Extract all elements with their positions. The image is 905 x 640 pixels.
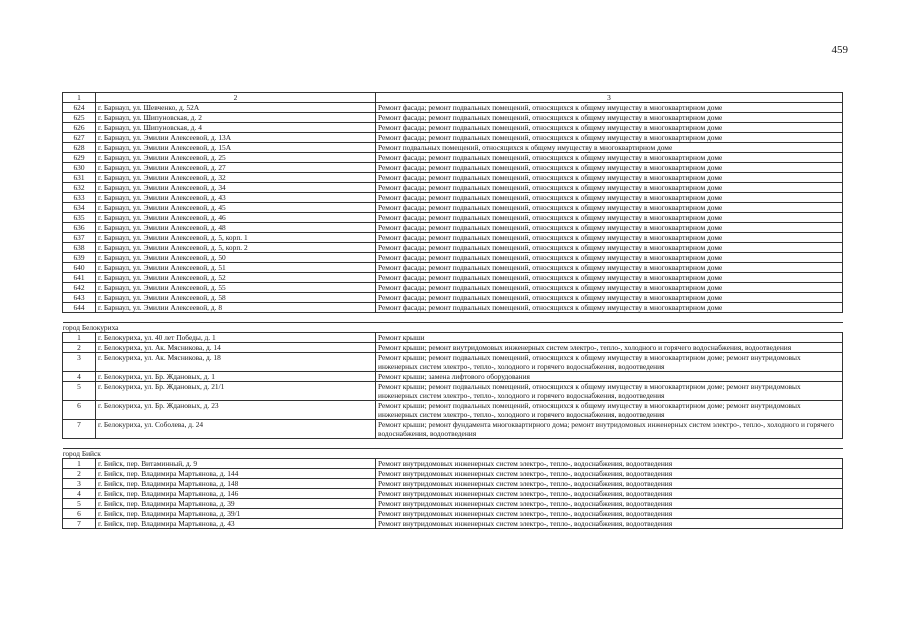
row-address: г. Белокуриха, ул. Бр. Ждановых, д. 23 bbox=[96, 401, 376, 420]
row-number: 624 bbox=[63, 103, 96, 113]
row-work: Ремонт фасада; ремонт подвальных помещений, относящихся к общему имуществу в многоквартирном доме bbox=[376, 293, 843, 303]
row-address: г. Барнаул, ул. Эмилии Алексеевой, д. 50 bbox=[96, 253, 376, 263]
row-work: Ремонт фасада; ремонт подвальных помещений, относящихся к общему имуществу в многоквартирном доме bbox=[376, 103, 843, 113]
group-spacer bbox=[63, 439, 843, 449]
header-cell-work: 3 bbox=[376, 93, 843, 103]
header-cell-address: 2 bbox=[96, 93, 376, 103]
row-work: Ремонт внутридомовых инженерных систем электро-, тепло-, водоснабжения, водоотведения bbox=[376, 519, 843, 529]
row-address: г. Белокуриха, ул. Ак. Мясникова, д. 18 bbox=[96, 353, 376, 372]
row-address: г. Белокуриха, ул. Бр. Ждановых, д. 1 bbox=[96, 372, 376, 382]
table-row bbox=[63, 343, 843, 353]
row-work: Ремонт подвальных помещений, относящихся к общему имуществу в многоквартирном доме bbox=[376, 143, 843, 153]
row-number: 629 bbox=[63, 153, 96, 163]
row-number: 3 bbox=[63, 479, 96, 489]
row-number: 1 bbox=[63, 459, 96, 469]
group-title: город Бийск bbox=[63, 449, 843, 459]
row-number: 5 bbox=[63, 499, 96, 509]
table-row bbox=[63, 489, 843, 499]
table-row bbox=[63, 273, 843, 283]
row-address: г. Барнаул, ул. Эмилии Алексеевой, д. 34 bbox=[96, 183, 376, 193]
row-number: 627 bbox=[63, 133, 96, 143]
row-work: Ремонт фасада; ремонт подвальных помещений, относящихся к общему имуществу в многоквартирном доме bbox=[376, 153, 843, 163]
row-work: Ремонт крыши; ремонт фундамента многоквартирного дома; ремонт внутридомовых инженерных систем электро-, тепло-, холодного и горячего водоснабжения, водоотведения bbox=[376, 420, 843, 439]
table-row bbox=[63, 143, 843, 153]
row-number: 637 bbox=[63, 233, 96, 243]
row-work: Ремонт крыши; ремонт внутридомовых инженерных систем электро-, тепло-, холодного и горячего водоснабжения, водоотведения bbox=[376, 343, 843, 353]
row-work: Ремонт внутридомовых инженерных систем электро-, тепло-, водоснабжения, водоотведения bbox=[376, 469, 843, 479]
table-row bbox=[63, 233, 843, 243]
table-row bbox=[63, 203, 843, 213]
row-number: 633 bbox=[63, 193, 96, 203]
table-header-row bbox=[63, 93, 843, 103]
row-work: Ремонт крыши; замена лифтового оборудования bbox=[376, 372, 843, 382]
row-address: г. Бийск, пер. Владимира Мартьянова, д. 146 bbox=[96, 489, 376, 499]
row-number: 639 bbox=[63, 253, 96, 263]
row-work: Ремонт фасада; ремонт подвальных помещений, относящихся к общему имуществу в многоквартирном доме bbox=[376, 213, 843, 223]
row-address: г. Барнаул, ул. Эмилии Алексеевой, д. 5, корп. 2 bbox=[96, 243, 376, 253]
repair-schedule-table bbox=[62, 92, 843, 529]
group-title-row bbox=[63, 323, 843, 333]
table-row bbox=[63, 333, 843, 343]
row-address: г. Белокуриха, ул. 40 лет Победы, д. 1 bbox=[96, 333, 376, 343]
row-work: Ремонт фасада; ремонт подвальных помещений, относящихся к общему имуществу в многоквартирном доме bbox=[376, 203, 843, 213]
spacer-cell bbox=[63, 439, 843, 449]
group-spacer bbox=[63, 313, 843, 323]
row-address: г. Барнаул, ул. Шипуновская, д. 2 bbox=[96, 113, 376, 123]
table-row bbox=[63, 459, 843, 469]
row-address: г. Барнаул, ул. Эмилии Алексеевой, д. 48 bbox=[96, 223, 376, 233]
row-number: 631 bbox=[63, 173, 96, 183]
row-work: Ремонт фасада; ремонт подвальных помещений, относящихся к общему имуществу в многоквартирном доме bbox=[376, 193, 843, 203]
table-row bbox=[63, 519, 843, 529]
row-number: 7 bbox=[63, 420, 96, 439]
row-work: Ремонт крыши; ремонт подвальных помещений, относящихся к общему имуществу в многоквартирном доме; ремонт внутридомовых инженерных систем электро-, тепло-, холодного и горячего водоснабжения, водоотведения bbox=[376, 401, 843, 420]
table-row bbox=[63, 173, 843, 183]
row-number: 642 bbox=[63, 283, 96, 293]
table-row bbox=[63, 353, 843, 372]
row-address: г. Барнаул, ул. Эмилии Алексеевой, д. 43 bbox=[96, 193, 376, 203]
row-number: 6 bbox=[63, 401, 96, 420]
table-row bbox=[63, 223, 843, 233]
row-address: г. Бийск, пер. Владимира Мартьянова, д. 39 bbox=[96, 499, 376, 509]
row-number: 638 bbox=[63, 243, 96, 253]
row-number: 1 bbox=[63, 333, 96, 343]
row-number: 641 bbox=[63, 273, 96, 283]
row-work: Ремонт фасада; ремонт подвальных помещений, относящихся к общему имуществу в многоквартирном доме bbox=[376, 113, 843, 123]
table-row bbox=[63, 103, 843, 113]
row-number: 640 bbox=[63, 263, 96, 273]
row-work: Ремонт крыши bbox=[376, 333, 843, 343]
row-address: г. Барнаул, ул. Эмилии Алексеевой, д. 27 bbox=[96, 163, 376, 173]
row-address: г. Барнаул, ул. Шипуновская, д. 4 bbox=[96, 123, 376, 133]
group-title: город Белокуриха bbox=[63, 323, 843, 333]
row-number: 636 bbox=[63, 223, 96, 233]
row-number: 6 bbox=[63, 509, 96, 519]
row-work: Ремонт фасада; ремонт подвальных помещений, относящихся к общему имуществу в многоквартирном доме bbox=[376, 163, 843, 173]
row-address: г. Барнаул, ул. Эмилии Алексеевой, д. 58 bbox=[96, 293, 376, 303]
row-work: Ремонт внутридомовых инженерных систем электро-, тепло-, водоснабжения, водоотведения bbox=[376, 509, 843, 519]
table-row bbox=[63, 509, 843, 519]
row-work: Ремонт фасада; ремонт подвальных помещений, относящихся к общему имуществу в многоквартирном доме bbox=[376, 263, 843, 273]
row-address: г. Барнаул, ул. Эмилии Алексеевой, д. 13А bbox=[96, 133, 376, 143]
row-address: г. Барнаул, ул. Эмилии Алексеевой, д. 45 bbox=[96, 203, 376, 213]
table-row bbox=[63, 253, 843, 263]
row-work: Ремонт фасада; ремонт подвальных помещений, относящихся к общему имуществу в многоквартирном доме bbox=[376, 223, 843, 233]
table-row bbox=[63, 163, 843, 173]
table-row bbox=[63, 213, 843, 223]
table-row bbox=[63, 133, 843, 143]
row-address: г. Барнаул, ул. Эмилии Алексеевой, д. 52 bbox=[96, 273, 376, 283]
row-address: г. Бийск, пер. Владимира Мартьянова, д. 39/1 bbox=[96, 509, 376, 519]
row-number: 643 bbox=[63, 293, 96, 303]
row-number: 630 bbox=[63, 163, 96, 173]
row-work: Ремонт фасада; ремонт подвальных помещений, относящихся к общему имуществу в многоквартирном доме bbox=[376, 243, 843, 253]
row-number: 632 bbox=[63, 183, 96, 193]
row-work: Ремонт фасада; ремонт подвальных помещений, относящихся к общему имуществу в многоквартирном доме bbox=[376, 183, 843, 193]
table-row bbox=[63, 153, 843, 163]
row-number: 2 bbox=[63, 343, 96, 353]
table-row bbox=[63, 263, 843, 273]
row-number: 7 bbox=[63, 519, 96, 529]
row-work: Ремонт фасада; ремонт подвальных помещений, относящихся к общему имуществу в многоквартирном доме bbox=[376, 173, 843, 183]
row-number: 634 bbox=[63, 203, 96, 213]
row-work: Ремонт внутридомовых инженерных систем электро-, тепло-, водоснабжения, водоотведения bbox=[376, 489, 843, 499]
table-row bbox=[63, 123, 843, 133]
table-body bbox=[63, 93, 843, 529]
table-row bbox=[63, 372, 843, 382]
row-address: г. Барнаул, ул. Эмилии Алексеевой, д. 55 bbox=[96, 283, 376, 293]
table-row bbox=[63, 469, 843, 479]
page-number: 459 bbox=[831, 44, 848, 56]
header-cell-number: 1 bbox=[63, 93, 96, 103]
row-work: Ремонт фасада; ремонт подвальных помещений, относящихся к общему имуществу в многоквартирном доме bbox=[376, 233, 843, 243]
table-row bbox=[63, 293, 843, 303]
row-address: г. Барнаул, ул. Эмилии Алексеевой, д. 51 bbox=[96, 263, 376, 273]
row-work: Ремонт фасада; ремонт подвальных помещений, относящихся к общему имуществу в многоквартирном доме bbox=[376, 123, 843, 133]
table-row bbox=[63, 401, 843, 420]
group-title-row bbox=[63, 449, 843, 459]
row-address: г. Бийск, пер. Владимира Мартьянова, д. 144 bbox=[96, 469, 376, 479]
row-work: Ремонт фасада; ремонт подвальных помещений, относящихся к общему имуществу в многоквартирном доме bbox=[376, 253, 843, 263]
table-row bbox=[63, 243, 843, 253]
row-address: г. Барнаул, ул. Эмилии Алексеевой, д. 5, корп. 1 bbox=[96, 233, 376, 243]
row-address: г. Бийск, пер. Витаминный, д. 9 bbox=[96, 459, 376, 469]
row-work: Ремонт фасада; ремонт подвальных помещений, относящихся к общему имуществу в многоквартирном доме bbox=[376, 283, 843, 293]
row-work: Ремонт фасада; ремонт подвальных помещений, относящихся к общему имуществу в многоквартирном доме bbox=[376, 273, 843, 283]
row-number: 2 bbox=[63, 469, 96, 479]
table-row bbox=[63, 193, 843, 203]
row-number: 644 bbox=[63, 303, 96, 313]
table-row bbox=[63, 479, 843, 489]
row-address: г. Белокуриха, ул. Соболева, д. 24 bbox=[96, 420, 376, 439]
row-address: г. Барнаул, ул. Эмилии Алексеевой, д. 15А bbox=[96, 143, 376, 153]
row-number: 626 bbox=[63, 123, 96, 133]
row-number: 4 bbox=[63, 372, 96, 382]
table-row bbox=[63, 113, 843, 123]
row-work: Ремонт крыши; ремонт подвальных помещений, относящихся к общему имуществу в многоквартирном доме; ремонт внутридомовых инженерных систем электро-, тепло-, холодного и горячего водоснабжения, водоотведения bbox=[376, 382, 843, 401]
table-row bbox=[63, 382, 843, 401]
row-work: Ремонт фасада; ремонт подвальных помещений, относящихся к общему имуществу в многоквартирном доме bbox=[376, 133, 843, 143]
row-address: г. Белокуриха, ул. Бр. Ждановых, д. 21/1 bbox=[96, 382, 376, 401]
row-work: Ремонт внутридомовых инженерных систем электро-, тепло-, водоснабжения, водоотведения bbox=[376, 499, 843, 509]
row-address: г. Барнаул, ул. Эмилии Алексеевой, д. 8 bbox=[96, 303, 376, 313]
row-number: 5 bbox=[63, 382, 96, 401]
table-row bbox=[63, 303, 843, 313]
row-address: г. Барнаул, ул. Эмилии Алексеевой, д. 32 bbox=[96, 173, 376, 183]
row-work: Ремонт внутридомовых инженерных систем электро-, тепло-, водоснабжения, водоотведения bbox=[376, 479, 843, 489]
row-address: г. Барнаул, ул. Эмилии Алексеевой, д. 46 bbox=[96, 213, 376, 223]
table-row bbox=[63, 499, 843, 509]
spacer-cell bbox=[63, 313, 843, 323]
table-row bbox=[63, 420, 843, 439]
row-work: Ремонт внутридомовых инженерных систем электро-, тепло-, водоснабжения, водоотведения bbox=[376, 459, 843, 469]
row-address: г. Белокуриха, ул. Ак. Мясникова, д. 14 bbox=[96, 343, 376, 353]
row-address: г. Барнаул, ул. Шевченко, д. 52А bbox=[96, 103, 376, 113]
table-row bbox=[63, 283, 843, 293]
row-number: 4 bbox=[63, 489, 96, 499]
row-number: 625 bbox=[63, 113, 96, 123]
row-number: 3 bbox=[63, 353, 96, 372]
row-number: 635 bbox=[63, 213, 96, 223]
row-work: Ремонт крыши; ремонт подвальных помещений, относящихся к общему имуществу в многоквартирном доме; ремонт внутридомовых инженерных систем электро-, тепло-, холодного и горячего водоснабжения, водоотведения bbox=[376, 353, 843, 372]
row-number: 628 bbox=[63, 143, 96, 153]
row-work: Ремонт фасада; ремонт подвальных помещений, относящихся к общему имуществу в многоквартирном доме bbox=[376, 303, 843, 313]
row-address: г. Бийск, пер. Владимира Мартьянова, д. 148 bbox=[96, 479, 376, 489]
row-address: г. Бийск, пер. Владимира Мартьянова, д. 43 bbox=[96, 519, 376, 529]
row-address: г. Барнаул, ул. Эмилии Алексеевой, д. 25 bbox=[96, 153, 376, 163]
table-row bbox=[63, 183, 843, 193]
